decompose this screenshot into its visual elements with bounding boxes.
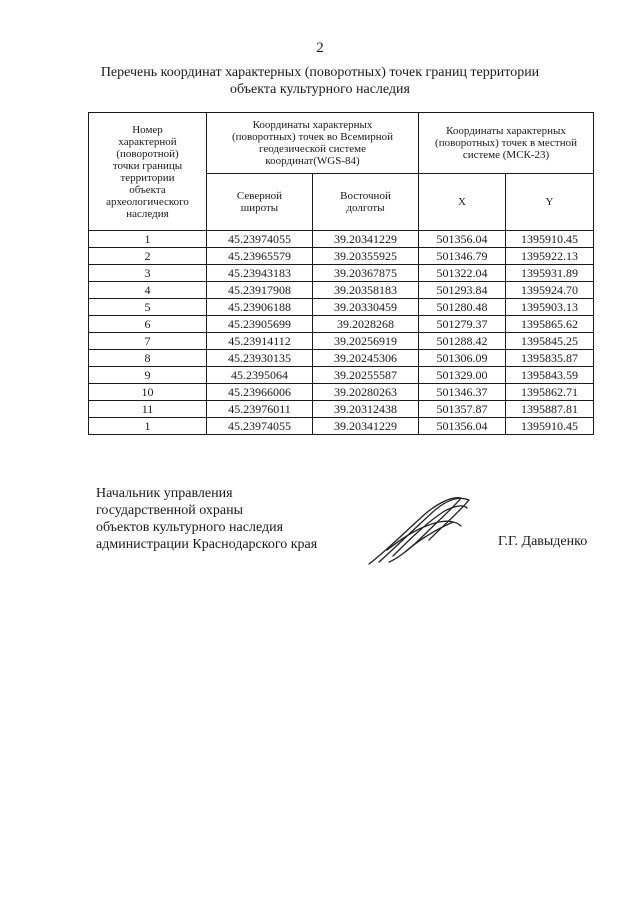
table-row — [89, 384, 594, 401]
header-line: геодезической системе — [259, 143, 366, 155]
x-coordinate-cell: 501293.84 — [419, 282, 506, 299]
east-longitude-cell: 39.20280263 — [313, 384, 419, 401]
east-longitude-cell: 39.20245306 — [313, 350, 419, 367]
heading-line-1: Перечень координат характерных (поворотных) точек границ территории — [100, 65, 540, 80]
table-row — [89, 367, 594, 384]
east-longitude-cell: 39.20355925 — [313, 248, 419, 265]
north-latitude-cell: 45.23905699 — [207, 316, 313, 333]
east-longitude-cell: 39.20312438 — [313, 401, 419, 418]
y-coordinate-cell: 1395862.71 — [506, 384, 594, 401]
x-coordinate-cell: 501356.04 — [419, 231, 506, 248]
north-latitude-cell: 45.23917908 — [207, 282, 313, 299]
header-lines — [313, 190, 418, 214]
east-longitude-cell: 39.20358183 — [313, 282, 419, 299]
y-coordinate-cell: 1395922.13 — [506, 248, 594, 265]
x-coordinate-cell: 501357.87 — [419, 401, 506, 418]
table-row — [89, 265, 594, 282]
east-longitude-cell: 39.20341229 — [313, 231, 419, 248]
point-number-cell: 1 — [89, 231, 207, 248]
table-row — [89, 231, 594, 248]
handwritten-signature — [365, 492, 475, 570]
header-point-number — [89, 113, 207, 231]
header-lines — [207, 190, 312, 214]
x-coordinate-cell: 501288.42 — [419, 333, 506, 350]
point-number-cell: 5 — [89, 299, 207, 316]
header-line: Северной — [236, 190, 283, 202]
header-line: долготы — [346, 202, 385, 214]
x-coordinate-cell: 501346.79 — [419, 248, 506, 265]
header-line: объекта — [129, 183, 166, 196]
table-row — [89, 333, 594, 350]
x-coordinate-cell: 501322.04 — [419, 265, 506, 282]
east-longitude-cell: 39.20255587 — [313, 367, 419, 384]
header-line: точки границы — [112, 159, 183, 172]
header-line: Номер — [132, 123, 163, 136]
header-line: (поворотных) точек во Всемирной — [231, 131, 394, 143]
north-latitude-cell: 45.23965579 — [207, 248, 313, 265]
point-number-cell: 10 — [89, 384, 207, 401]
x-coordinate-cell: 501280.48 — [419, 299, 506, 316]
header-line: характерной — [118, 135, 177, 148]
header-x: X — [419, 174, 506, 231]
y-coordinate-cell: 1395924.70 — [506, 282, 594, 299]
point-number-cell: 9 — [89, 367, 207, 384]
north-latitude-cell: 45.23974055 — [207, 231, 313, 248]
table-row — [89, 248, 594, 265]
y-coordinate-cell: 1395903.13 — [506, 299, 594, 316]
header-line: Восточной — [340, 190, 391, 202]
x-coordinate-cell: 501346.37 — [419, 384, 506, 401]
signatory-name: Г.Г. Давыденко — [498, 534, 588, 549]
header-lines — [419, 125, 593, 161]
y-coordinate-cell: 1395865.62 — [506, 316, 594, 333]
north-latitude-cell: 45.23943183 — [207, 265, 313, 282]
signature-title-line: Начальник управления — [96, 486, 233, 501]
point-number-cell: 11 — [89, 401, 207, 418]
table-row — [89, 418, 594, 435]
header-line: Координаты характерных — [446, 125, 566, 137]
coordinates-table — [88, 112, 594, 435]
north-latitude-cell: 45.23976011 — [207, 401, 313, 418]
y-coordinate-cell: 1395835.87 — [506, 350, 594, 367]
document-heading — [90, 64, 550, 98]
point-number-cell: 8 — [89, 350, 207, 367]
x-coordinate-cell: 501329.00 — [419, 367, 506, 384]
heading-line-2: объекта культурного наследия — [230, 82, 410, 97]
header-lines — [207, 119, 418, 167]
point-number-cell: 6 — [89, 316, 207, 333]
header-lines — [89, 124, 206, 220]
table-row — [89, 316, 594, 333]
north-latitude-cell: 45.23930135 — [207, 350, 313, 367]
header-msk23 — [419, 113, 594, 174]
page-number: 2 — [316, 40, 324, 56]
x-coordinate-cell: 501306.09 — [419, 350, 506, 367]
east-longitude-cell: 39.20367875 — [313, 265, 419, 282]
point-number-cell: 1 — [89, 418, 207, 435]
table-row — [89, 401, 594, 418]
header-line: координат(WGS-84) — [265, 155, 360, 167]
east-longitude-cell: 39.2028268 — [313, 316, 419, 333]
header-east-longitude — [313, 174, 419, 231]
header-line: широты — [240, 202, 279, 214]
x-coordinate-cell: 501356.04 — [419, 418, 506, 435]
header-line: (поворотных) точек в местной — [435, 137, 577, 149]
table-row — [89, 282, 594, 299]
header-wgs84 — [207, 113, 419, 174]
y-coordinate-cell: 1395910.45 — [506, 231, 594, 248]
east-longitude-cell: 39.20330459 — [313, 299, 419, 316]
north-latitude-cell: 45.23974055 — [207, 418, 313, 435]
y-coordinate-cell: 1395931.89 — [506, 265, 594, 282]
north-latitude-cell: 45.23906188 — [207, 299, 313, 316]
signature-title-line: объектов культурного наследия — [96, 520, 284, 535]
table-row — [89, 299, 594, 316]
table-row — [89, 350, 594, 367]
north-latitude-cell: 45.2395064 — [207, 367, 313, 384]
header-y: Y — [506, 174, 594, 231]
y-coordinate-cell: 1395910.45 — [506, 418, 594, 435]
signature-title-line: государственной охраны — [96, 503, 244, 518]
east-longitude-cell: 39.20341229 — [313, 418, 419, 435]
table-body — [89, 231, 594, 435]
header-line: археологического — [106, 195, 189, 208]
y-coordinate-cell: 1395887.81 — [506, 401, 594, 418]
north-latitude-cell: 45.23966006 — [207, 384, 313, 401]
y-coordinate-cell: 1395845.25 — [506, 333, 594, 350]
header-line: (поворотной) — [116, 147, 179, 160]
signature-title — [96, 485, 356, 553]
header-line: системе (МСК-23) — [462, 149, 550, 161]
header-line: наследия — [126, 207, 169, 220]
point-number-cell: 3 — [89, 265, 207, 282]
x-coordinate-cell: 501279.37 — [419, 316, 506, 333]
signature-title-line: администрации Краснодарского края — [96, 537, 318, 552]
north-latitude-cell: 45.23914112 — [207, 333, 313, 350]
header-north-latitude — [207, 174, 313, 231]
point-number-cell: 2 — [89, 248, 207, 265]
y-coordinate-cell: 1395843.59 — [506, 367, 594, 384]
point-number-cell: 4 — [89, 282, 207, 299]
east-longitude-cell: 39.20256919 — [313, 333, 419, 350]
point-number-cell: 7 — [89, 333, 207, 350]
header-line: территории — [120, 171, 175, 184]
header-line: Координаты характерных — [252, 119, 373, 131]
